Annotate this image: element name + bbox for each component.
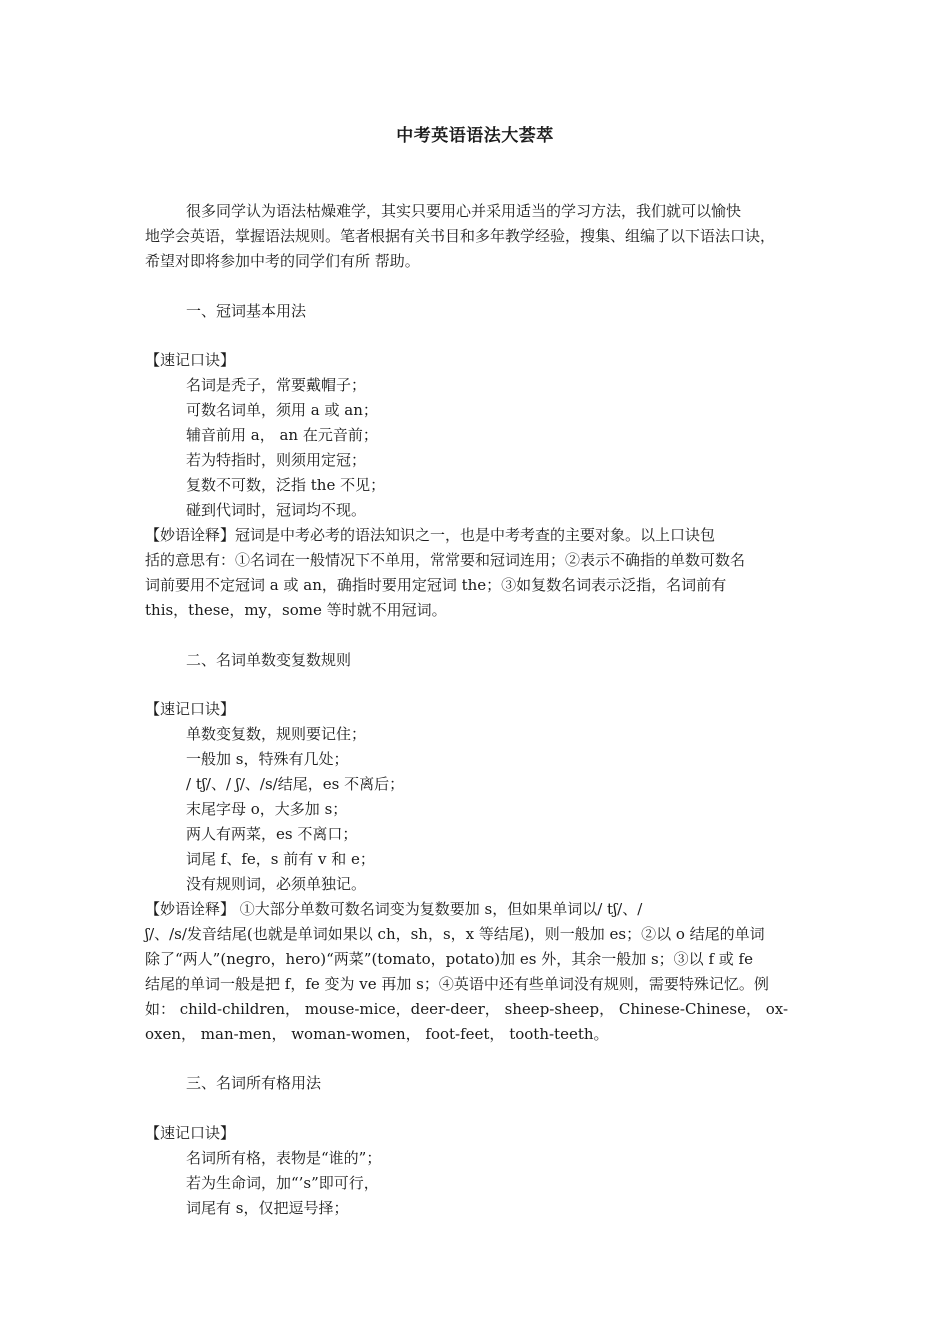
section2-explanation-line: 【妙语诠释】 ①大部分单数可数名词变为复数要加 s，但如果单词以/ tʃ/、/ (145, 900, 643, 918)
section2-explanation-line: 如： child-children， mouse-mice，deer-deer， sheep-sheep， Chinese-Chinese， ox- (145, 1000, 789, 1018)
section2-explanation-line: oxen， man-men， woman-women， foot-feet， tooth-teeth。 (145, 1025, 609, 1043)
document-title: 中考英语语法大荟萃 (396, 126, 554, 146)
section1-mnemonic-line: 碰到代词时，冠词均不现。 (186, 501, 367, 519)
section2-mnemonic-line: 末尾字母 o，大多加 s； (186, 800, 348, 818)
section2-mnemonic-line: 词尾 f、fe，s 前有 v 和 e； (186, 850, 375, 868)
section3-mnemonic-line: 词尾有 s，仅把逗号择； (186, 1199, 349, 1217)
section1-mnemonic-line: 若为特指时，则须用定冠； (186, 451, 367, 469)
section2-mnemonic-line: / tʃ/、/ ʃ/、/s/结尾，es 不离后； (186, 775, 405, 793)
section2-explanation-line: 结尾的单词一般是把 f，fe 变为 ve 再加 s；④英语中还有些单词没有规则，需要特殊记忆。例 (145, 975, 769, 993)
section2-heading: 二、名词单数变复数规则 (186, 651, 352, 669)
intro-line-3: 希望对即将参加中考的同学们有所 帮助。 (145, 252, 420, 270)
section1-mnemonic-line: 可数名词单，须用 a 或 an； (186, 401, 378, 419)
section1-mnemonic-line: 名词是秃子，常要戴帽子； (186, 376, 367, 394)
section2-mnemonic-line: 一般加 s，特殊有几处； (186, 750, 349, 768)
section2-mnemonic-line: 没有规则词，必须单独记。 (186, 875, 367, 893)
section2-mnemonic-line: 两人有两菜，es 不离口； (186, 825, 358, 843)
section2-explanation-line: ʃ/、/s/发音结尾(也就是单词如果以 ch，sh，s，x 等结尾)，则一般加 es；②以 o 结尾的单词 (145, 925, 765, 943)
section1-heading: 一、冠词基本用法 (186, 302, 307, 320)
section1-mnemonic-label: 【速记口诀】 (145, 351, 236, 369)
section1-mnemonic-line: 复数不可数，泛指 the 不见； (186, 476, 386, 494)
section1-mnemonic-line: 辅音前用 a， an 在元音前； (186, 426, 378, 444)
section3-mnemonic-line: 若为生命词，加“’s”即可行， (186, 1174, 379, 1192)
section3-mnemonic-line: 名词所有格，表物是“谁的”； (186, 1149, 382, 1167)
intro-line-1: 很多同学认为语法枯燥难学，其实只要用心并采用适当的学习方法，我们就可以愉快 (186, 202, 742, 220)
section2-mnemonic-line: 单数变复数，规则要记住； (186, 725, 367, 743)
section3-heading: 三、名词所有格用法 (186, 1074, 322, 1092)
section2-explanation-line: 除了“两人”(negro，hero)“两菜”(tomato，potato)加 es 外，其余一般加 s；③以 f 或 fe (145, 950, 753, 968)
section1-explanation-line: 【妙语诠释】冠词是中考必考的语法知识之一，也是中考考查的主要对象。以上口诀包 (145, 526, 716, 544)
section2-mnemonic-label: 【速记口诀】 (145, 700, 236, 718)
section1-explanation-line: 括的意思有：①名词在一般情况下不单用，常常要和冠词连用；②表示不确指的单数可数名 (145, 551, 746, 569)
section1-explanation-line: 词前要用不定冠词 a 或 an，确指时要用定冠词 the；③如复数名词表示泛指，名词前有 (145, 576, 727, 594)
section1-explanation-line: this，these，my，some 等时就不用冠词。 (145, 601, 447, 619)
section3-mnemonic-label: 【速记口诀】 (145, 1124, 236, 1142)
intro-line-2: 地学会英语，掌握语法规则。笔者根据有关书目和多年教学经验，搜集、组编了以下语法口诀， (145, 227, 776, 245)
